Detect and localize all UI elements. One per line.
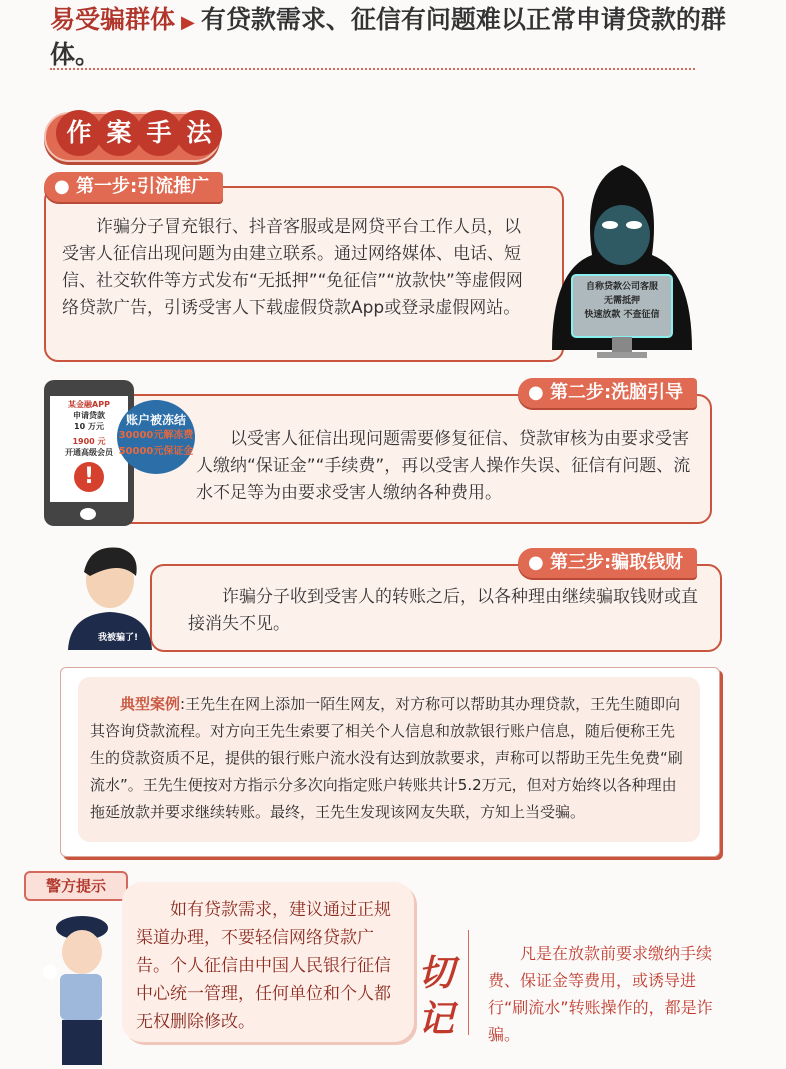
step3-text: 诈骗分子收到受害人的转账之后，以各种理由继续骗取钱财或直接消失不见。	[188, 587, 698, 634]
phone-line: 10 万元	[74, 422, 104, 431]
step2-label: ● 第二步:洗脑引导	[518, 378, 697, 408]
screen-line: 快速放款 不查征信	[584, 310, 660, 320]
step3-label: ● 第三步:骗取钱财	[518, 548, 697, 578]
reminder-title: 切记	[418, 952, 455, 1040]
badge-char: 案	[96, 110, 142, 156]
reminder-text: 凡是在放款前要求缴纳手续费、保证金等费用，或诱导进行“刷流水”转账操作的，都是诈骗。	[488, 944, 713, 1044]
group-description: 有贷款需求、征信有问题难以正常申请贷款的群体。	[50, 5, 726, 69]
police-officer-illustration	[34, 908, 124, 1065]
police-tip-text: 如有贷款需求，建议通过正规渠道办理，不要轻信网络贷款广告。个人征信由中国人民银行征信中心统一管理，任何单位和个人都无权删除修改。	[122, 882, 414, 1042]
phone-line: 某金融APP	[68, 400, 110, 409]
warning-icon: !	[74, 462, 104, 492]
page-title	[50, 4, 730, 71]
screen-line: 无需抵押	[603, 296, 640, 306]
phone-line: 1900 元	[72, 437, 106, 446]
bubble-line: 30000元解冻费	[118, 430, 194, 441]
badge-char: 手	[136, 110, 182, 156]
case-text: :王先生在网上添加一陌生网友，对方称可以帮助其办理贷款，王先生随即向其咨询贷款流程。对方向王先生索要了相关个人信息和放款银行账户信息，随后便称王先生的贷款资质不足，提供的银行账户流水没有达到放款要求，声称可以帮助王先生免费“刷流水”。王先生便按对方指示分多次向指定账户转账共计5.2万元，但对方始终以各种理由拖延放款并要求继续转账。最终，王先生发现该网友失联，方知上当受骗。	[90, 695, 683, 821]
triangle-icon: ▶	[181, 12, 195, 33]
step1-label: ● 第一步:引流推广	[44, 172, 223, 202]
section-badge	[44, 112, 220, 162]
phone-line: 开通高级会员	[65, 448, 113, 457]
shirt-text: 我被骗了!	[97, 633, 139, 643]
frozen-account-bubble	[117, 400, 195, 474]
case-study	[78, 677, 700, 842]
screen-line: 自称贷款公司客服	[585, 282, 658, 292]
reminder-divider	[468, 930, 469, 1035]
badge-char: 作	[56, 110, 102, 156]
group-label: 易受骗群体	[50, 5, 176, 34]
bubble-line: 账户被冻结	[125, 413, 186, 427]
phone-line: 申请贷款	[73, 411, 105, 420]
home-button-icon	[80, 508, 96, 520]
badge-char: 法	[176, 110, 222, 156]
victim-illustration	[60, 542, 160, 650]
step1-text: 诈骗分子冒充银行、抖音客服或是网贷平台工作人员，以受害人征信出现问题为由建立联系。通过网络媒体、电话、短信、社交软件等方式发布“无抵押”“免征信”“放款快”等虚假网络贷款广告，引诱受害人下载虚假贷款App或登录虚假网站。	[62, 217, 523, 318]
case-label: 典型案例	[120, 695, 181, 713]
bubble-line: 50000元保证金	[118, 446, 194, 457]
step2-text: 以受害人征信出现问题需要修复征信、贷款审核为由要求受害人缴纳“保证金”“手续费”，再以受害人操作失误、征信有问题、流水不足等为由要求受害人缴纳各种费用。	[196, 429, 691, 503]
dotted-divider	[50, 68, 695, 70]
police-tip-label: 警方提示	[24, 871, 128, 901]
hacker-illustration	[522, 160, 722, 360]
